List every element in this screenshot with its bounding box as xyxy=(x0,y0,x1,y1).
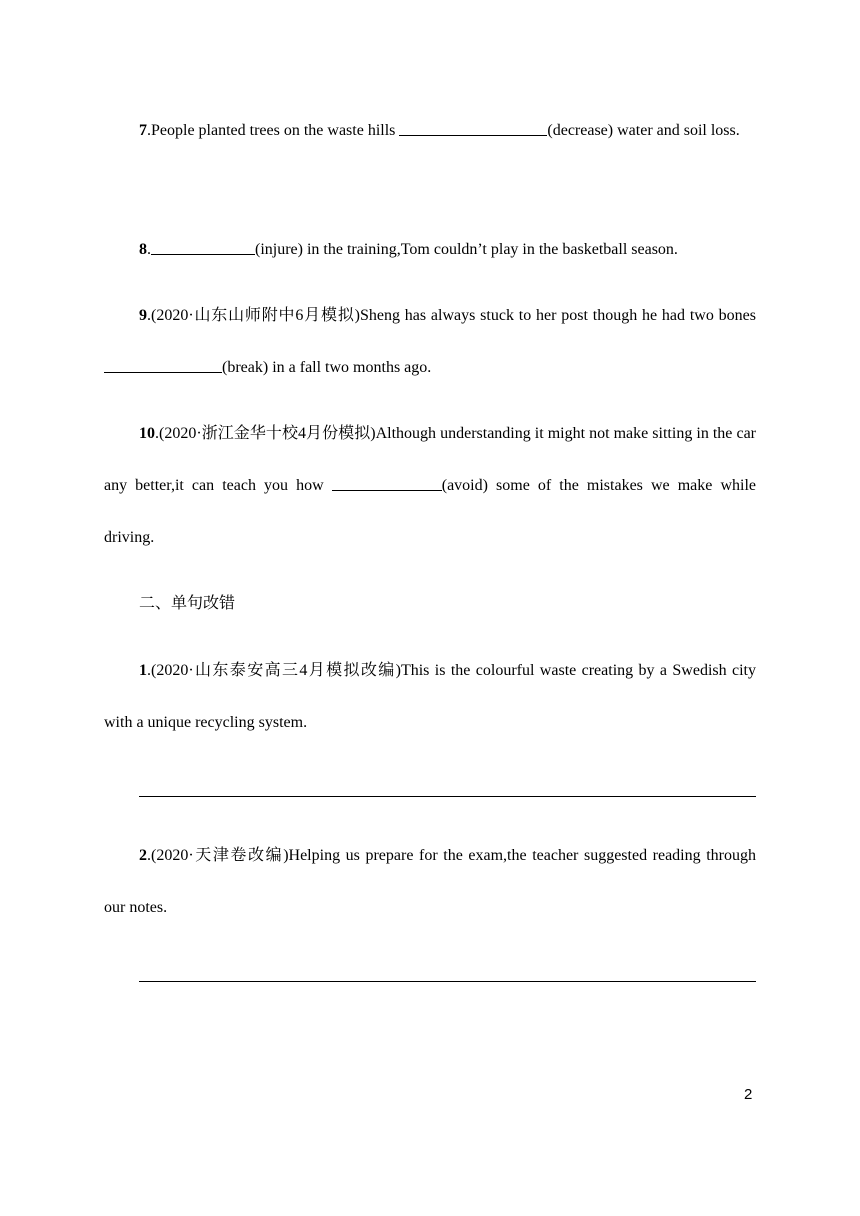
question-number: 8 xyxy=(139,241,147,258)
answer-blank[interactable] xyxy=(399,119,547,136)
question-text-after: (break) in a fall two months ago. xyxy=(222,359,432,376)
question-8 xyxy=(104,224,756,276)
question-number: 10 xyxy=(139,425,155,442)
answer-line-1[interactable] xyxy=(139,796,756,797)
page-number: 2 xyxy=(744,1086,753,1103)
question-number: 9 xyxy=(139,307,147,324)
correction-1 xyxy=(104,645,756,749)
answer-blank[interactable] xyxy=(332,474,442,491)
answer-line-2[interactable] xyxy=(139,981,756,982)
question-text-before: .People planted trees on the waste hills xyxy=(147,122,400,139)
answer-blank[interactable] xyxy=(151,238,255,255)
question-text-after: (decrease) water and soil loss. xyxy=(547,122,740,139)
question-text-after: (avoid) some of the mistakes we make while driving. xyxy=(104,477,756,546)
question-10 xyxy=(104,408,756,564)
question-text-before: . xyxy=(147,241,151,258)
question-text: .(2020·山东泰安高三4月模拟改编)This is the colourful waste creating by a Swedish city with a unique recycling system. xyxy=(104,662,756,731)
question-text-before: .(2020·浙江金华十校4月份模拟)Although understanding it might not make sitting in the car any better,it can teach you how xyxy=(104,425,756,494)
question-number: 1 xyxy=(139,662,147,679)
question-number: 2 xyxy=(139,847,147,864)
answer-blank[interactable] xyxy=(104,356,222,373)
question-text-after: (injure) in the training,Tom couldn’t play in the basketball season. xyxy=(255,241,678,258)
question-text-before: .(2020·山东山师附中6月模拟)Sheng has always stuck to her post though he had two bones xyxy=(147,307,756,324)
question-9 xyxy=(104,290,756,394)
question-text: .(2020·天津卷改编)Helping us prepare for the exam,the teacher suggested reading through our notes. xyxy=(104,847,756,916)
section-heading: 二、单句改错 xyxy=(139,595,236,612)
correction-2 xyxy=(104,830,756,934)
question-7 xyxy=(104,105,756,157)
question-number: 7 xyxy=(139,122,147,139)
